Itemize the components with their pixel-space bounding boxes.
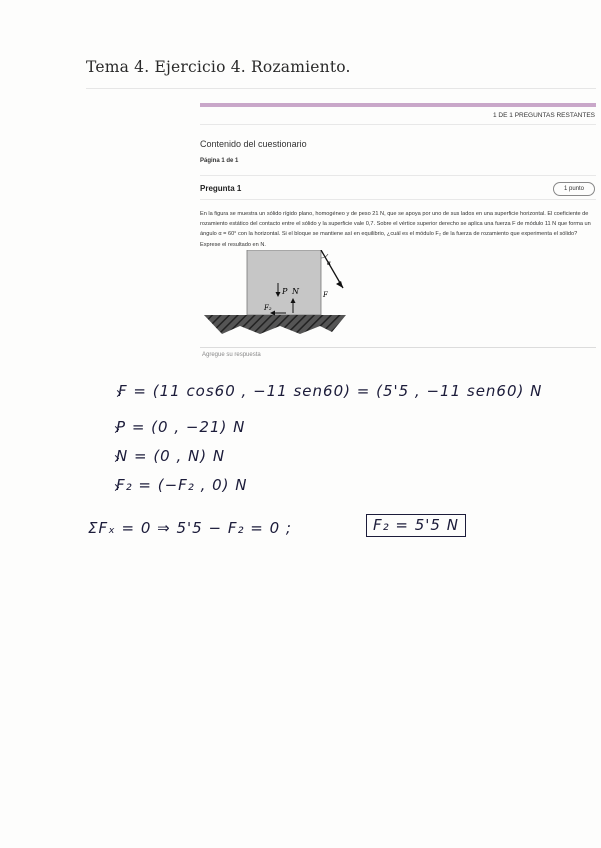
ground-surface (204, 315, 346, 334)
answer-input[interactable]: Agregue su respuesta (202, 352, 261, 358)
hw-equilibrium-equation (88, 519, 292, 537)
divider (200, 124, 596, 125)
hw-result: F₂ = 5'5 N (373, 516, 459, 534)
normal-label: N (292, 287, 299, 296)
questions-remaining: 1 DE 1 PREGUNTAS RESTANTES (493, 112, 595, 119)
hw-friction-vector (116, 476, 248, 494)
divider (200, 175, 596, 176)
hw-line-4: F₂ = (−F₂ , 0) N (116, 476, 248, 494)
hw-line-1: F = (11 cos60 , −11 sen60) = (5'5 , −11 sen60) N (118, 382, 543, 400)
weight-label: P (282, 287, 288, 296)
divider (86, 88, 596, 89)
document-title: Tema 4. Ejercicio 4. Rozamiento. (86, 58, 351, 76)
divider (200, 199, 596, 200)
hw-normal-vector (116, 447, 225, 465)
answer-field-border (200, 347, 596, 348)
friction-label: F₂ (264, 304, 272, 312)
hw-line-2: P = (0 , −21) N (116, 418, 246, 436)
hw-force-vector (118, 382, 542, 400)
force-label: F (323, 291, 328, 299)
question-points-badge: 1 punto (553, 182, 595, 196)
question-statement: En la figura se muestra un sólido rígido plano, homogéneo y de peso 21 N, que se apoya por uno de sus lados en una superficie horizontal. El coeficiente de rozamiento estático del contacto entre el sólido y la superficie vale 0,7. Sobre el vértice superior derecho se aplica una fuerza F de módulo 11 N que forma un ángulo α = 60° con la horizontal. Si el bloque se mantiene así en equilibrio, ¿cuál es el módulo F₂ de la fuerza de rozamiento que experimenta el sólido? Exprese el resultado en N. (200, 211, 591, 248)
quiz-page-indicator: Página 1 de 1 (200, 158, 239, 164)
hw-weight-vector (116, 418, 245, 436)
quiz-heading: Contenido del cuestionario (200, 139, 307, 149)
solid-block (247, 250, 321, 315)
hw-boxed-result (366, 514, 466, 537)
question-title: Pregunta 1 (200, 184, 242, 193)
hw-line-5: ΣFₓ = 0 ⇒ 5'5 − F₂ = 0 ; (88, 519, 292, 537)
alpha-label: α (327, 260, 332, 267)
quiz-progress-bar (200, 103, 596, 107)
force-arrowhead (336, 281, 343, 288)
question-figure (200, 250, 350, 340)
hw-line-3: N = (0 , N) N (116, 447, 226, 465)
